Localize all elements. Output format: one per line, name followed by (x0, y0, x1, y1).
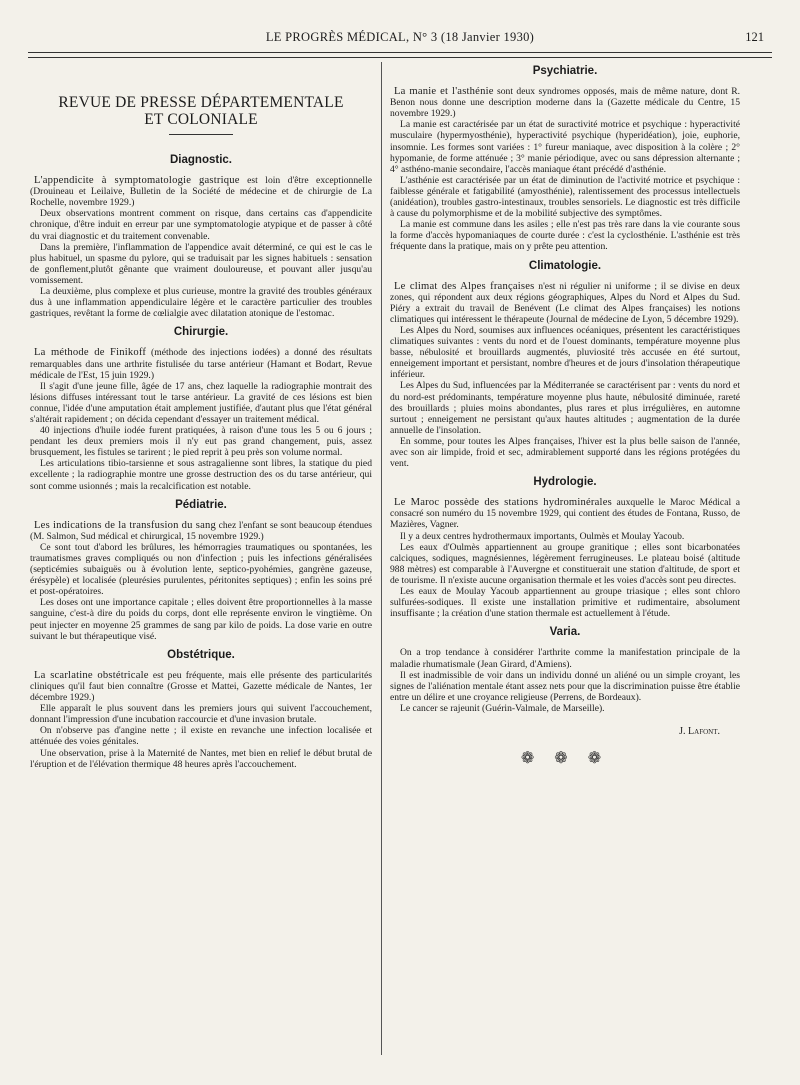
rubric-rule (169, 134, 233, 135)
section-diagnostic (30, 155, 372, 319)
section-heading: Diagnostic. (170, 154, 232, 166)
section-heading: Varia. (549, 626, 581, 639)
column-divider (381, 62, 382, 1055)
lead-term: L'appendicite à symptomatologie gastrique (34, 175, 240, 187)
paragraph: En somme, pour toutes les Alpes françaises, l'hiver est la plus belle saison de l'année, avec son air limpide, froid et sec, admirablement supporté dans les régions protégées du vent. (390, 435, 740, 470)
paragraph (390, 497, 740, 530)
left-column (30, 62, 372, 1065)
rubric-title (30, 94, 372, 128)
paragraph (390, 281, 740, 325)
section-heading: Hydrologie. (533, 476, 597, 489)
rubric-title-line2: ET COLONIALE (144, 111, 258, 128)
section-chirurgie (30, 327, 372, 491)
paragraph: 40 injections d'huile iodée furent pratiquées, à raison d'une tous les 5 ou 6 jours ; pendant les deux premiers mois il n'y eut pas grand changement, puis, assez brusquement, les fistules se tarirent ; le pied reprit à peu près son volume normal. (30, 425, 372, 459)
section-heading: Obstétrique. (167, 648, 235, 661)
paragraph: Ce sont tout d'abord les brûlures, les hémorragies traumatiques ou spontanées, les traumatismes graves compliqués ou non d'infection ; puis les infections généralisées (septicémies subaiguës ou à évolution lente, septico-pyohémies, gangrène gazeuse, érésypèle) et localisée (pleurésies purulentes, péritonites septiques) ; enfin les soins pré et post-opératoires. (30, 541, 372, 598)
section-psychiatrie (390, 66, 740, 253)
section-heading: Climatologie. (528, 259, 602, 272)
section-heading: Pédiatrie. (175, 498, 227, 511)
paragraph: Le cancer se rajeunit (Guérin-Valmale, de Marseille). (400, 702, 605, 714)
paragraph (30, 175, 372, 208)
paragraph-text: (méthode des injections iodées) a donné des résultats remarquables dans une arthrite fistulisée du tarse antérieur (Hamant et Bodart, Revue médicale de l'Est, 15 juin 1929.) (30, 347, 372, 381)
rubric-title-line1: REVUE DE PRESSE DÉPARTEMENTALE (58, 94, 344, 111)
paragraph (30, 347, 372, 380)
paragraph: L'asthénie est caractérisée par un état de diminution de l'activité motrice et psychique : faiblesse générale et fatigabilité (amyosthénie), ralentissement des processus intellectuels (anidéation), troubles gastro-intestinaux, troubles sensoriels. Le diagnostic est très difficile à cause du polymorphisme et de la mobilité subjective des symptômes. (390, 174, 740, 220)
paragraph: Deux observations montrent comment on risque, dans certains cas d'appendicite chronique, d'être induit en erreur par une symptomatologie atypique et de passer à côté du vrai diagnostic et du traitement convenable. (30, 208, 372, 242)
section-varia (390, 627, 740, 714)
paragraph: La deuxième, plus complexe et plus curieuse, montre la gravité des troubles généraux dus à une inflammation appendiculaire légère et le caractère particulier des troubles gastriques, revêtant la forme de cœlialgie avec dilatation atonique de l'estomac. (30, 286, 372, 320)
section-heading: Psychiatrie. (532, 65, 598, 77)
author-signature: J. Lafont. (679, 725, 720, 737)
paragraph (30, 520, 372, 542)
paragraph (390, 86, 740, 119)
paragraph-text: chez l'enfant se sont beaucoup étendues (M. Salmon, Sud médical et chirurgical, 15 novembre 1929.) (30, 519, 372, 542)
section-pediatrie (30, 500, 372, 642)
paragraph: On a trop tendance à considérer l'arthrite comme la manifestation principale de la maladie rhumatismale (Jean Girard, d'Amiens). (390, 647, 740, 670)
paragraph: Une observation, prise à la Maternité de Nantes, met bien en relief le début brutal de l'éruption et de l'élévation thermique 48 heures après l'accouchement. (30, 747, 372, 770)
paragraph-text: auxquelle le Maroc Médical a consacré son numéro du 15 novembre 1929, qui contient des études de Fontana, Russo, de Mazières, Vagner. (390, 497, 740, 531)
header-rule-top (28, 52, 772, 53)
paragraph: Dans la première, l'inflammation de l'appendice avait déterminé, ce qui est le cas le plus habituel, un spasme du pylore, qui se traduisait par les signes habituels : sensation de gonflement,plutôt gênante que vraiment douloureuse, et pouvant aller jusqu'au vomissement. (30, 241, 372, 286)
lead-term: La scarlatine obstétricale (34, 669, 149, 681)
lead-term: Les indications de la transfusion du sang (34, 519, 216, 531)
journal-title: LE PROGRÈS MÉDICAL, N° 3 (18 Janvier 1930) (265, 30, 535, 44)
paragraph: La manie est caractérisée par un état de suractivité motrice et psychique : hyperactivité musculaire (hypermyosthénie), hyperactivité psychique (hyperidéation), joie, euphorie, insomnie. Les formes sont variées : 1° fureur maniaque, avec disposition à la colère ; 2° hypomanie, de forme atténuée ; 3° manie périodique, avec ou sans dépression alternante ; 4° asthéno-manie secondaire, l'accès maniaque étant précédé d'asthénie. (390, 119, 740, 175)
paragraph (30, 670, 372, 703)
paragraph: Les Alpes du Sud, influencées par la Méditerranée se caractérisent par : vents du nord et du nord-est prédominants, température moyenne plus haute, nébulosité diminuée, rareté des brouillards ; pluies moins abondantes, plus rares et plus irrégulières, en automne surtout ; enneigement ne persistant qu'aux hautes altitudes ; augmentation de la durée annuelle de l'insolation. (390, 380, 740, 436)
paragraph: Il s'agit d'une jeune fille, âgée de 17 ans, chez laquelle la radiographie montrait des lésions diffuses intéressant tout le tarse antérieur. La gravité de ces lésions est bien connue, l'idée d'une amputation était amplement justifiée, d'autant plus que l'état général s'altérait rapidement ; on décida cependant d'essayer un traitement médical. (30, 380, 372, 425)
paragraph-text: est loin d'être exceptionnelle (Drouineau et Leilaive, Bulletin de la Société de médecine et de chirurgie de La Rochelle, novembre 1929.) (30, 175, 372, 209)
lead-term: Le Maroc possède des stations hydrominérales (394, 497, 612, 509)
right-column (390, 62, 740, 1065)
paragraph: Les Alpes du Nord, soumises aux influences océaniques, présentent les caractéristiques climatiques suivantes : vents du nord et de l'ouest dominants, température moyenne plus basse, nébulosité et brouillards augmentés, pluviosité très accusée en été surtout, enneigement important et persistant, nombre d'heures et de jours d'insolation thérapeutique inférieur. (390, 324, 740, 381)
section-hydrologie (390, 477, 740, 619)
lead-term: La manie et l'asthénie (394, 86, 494, 98)
paragraph: Il y a deux centres hydrothermaux importants, Oulmès et Moulay Yacoub. (400, 530, 685, 542)
lead-term: La méthode de Finikoff (34, 347, 147, 359)
paragraph: Les eaux d'Oulmès appartiennent au groupe granitique ; elles sont bicarbonatées calciques, sodiques, magnésiennes, légèrement ferrugineuses. Le plateau boisé (altitude 988 mètres) est comparable à l'Auvergne et constituerait une station d'altitude, de sport et de tourisme. Il n'existe aucune organisation thermale et les voies d'accès sont peu directes. (390, 541, 740, 586)
paragraph: Les articulations tibio-tarsienne et sous astragalienne sont libres, la statique du pied excellente ; la radiographie montre une grosse destruction des os du tarse antérieur, qui sont comme usionnés ; mais la recalcification est notable. (30, 458, 372, 492)
paragraph: Les eaux de Moulay Yacoub appartiennent au groupe triasique ; elles sont chloro sulfurées-sodiques. Il existe une installation primitive et rudimentaire, absolument insuffisante ; la création d'une station thermale est actuellement à l'étude. (390, 586, 740, 620)
paragraph-text: est peu fréquente, mais elle présente des particularités cliniques qu'il faut bien connaître (Grosse et Mattei, Gazette médicale de Nantes, 1er décembre 1929.) (30, 669, 372, 704)
paragraph: Les doses ont une importance capitale ; elles doivent être proportionnelles à la masse sanguine, c'est-à dire du poids du corps, dont elle représente environ le vingtième. On peut injecter en moyenne 25 grammes de sang par kilo de poids. La dose varie en outre suivant le but thérapeutique visé. (30, 597, 372, 642)
paragraph: Elle apparaît le plus souvent dans les premiers jours qui suivent l'accouchement, donnant l'impression d'une incubation raccourcie et d'une invasion brutale. (30, 703, 372, 726)
paragraph: Il est inadmissible de voir dans un individu donné un aliéné ou un simple croyant, les signes de l'aliénation mentale étant assez nets pour que la discrimination puisse être établie entre un délire et une croyance religieuse (Perrens, de Bordeaux). (390, 669, 740, 703)
section-obstetrique (30, 650, 372, 770)
running-header (28, 30, 772, 46)
flower-ornament-icon: ❁ ❁ ❁ (520, 750, 610, 768)
paragraph-text: n'est ni régulier ni uniforme ; il se divise en deux zones, qui répondent aux deux régions géographiques, Alpes du Nord et Alpes du Sud. Piéry a extrait du travail de Benévent (Le climat des Alpes françaises) les notions climatiques qui intéressent le thérapeute (Journal de médecine de Lyon, 5 décembre 1929). (390, 280, 740, 325)
page-number: 121 (745, 30, 764, 44)
lead-term: Le climat des Alpes françaises (394, 280, 535, 292)
header-rule-bottom (28, 57, 772, 58)
paragraph: La manie est commune dans les asiles ; elle n'est pas très rare dans la vie courante sous la forme d'accès hypomaniaques de courte durée : c'est la cyclosthénie. L'asthénie est très fréquente dans la pratique, mais on y prête peu attention. (390, 219, 740, 253)
paragraph: On n'observe pas d'angine nette ; il existe en revanche une infection localisée et atténuée des voies génitales. (30, 725, 372, 748)
section-heading: Chirurgie. (173, 326, 229, 339)
section-climatologie (390, 261, 740, 470)
paragraph-text: sont deux syndromes opposés, mais de même nature, dont R. Benon nous donne une description moderne dans la (Gazette médicale du Centre, 15 novembre 1929.) (390, 86, 740, 120)
